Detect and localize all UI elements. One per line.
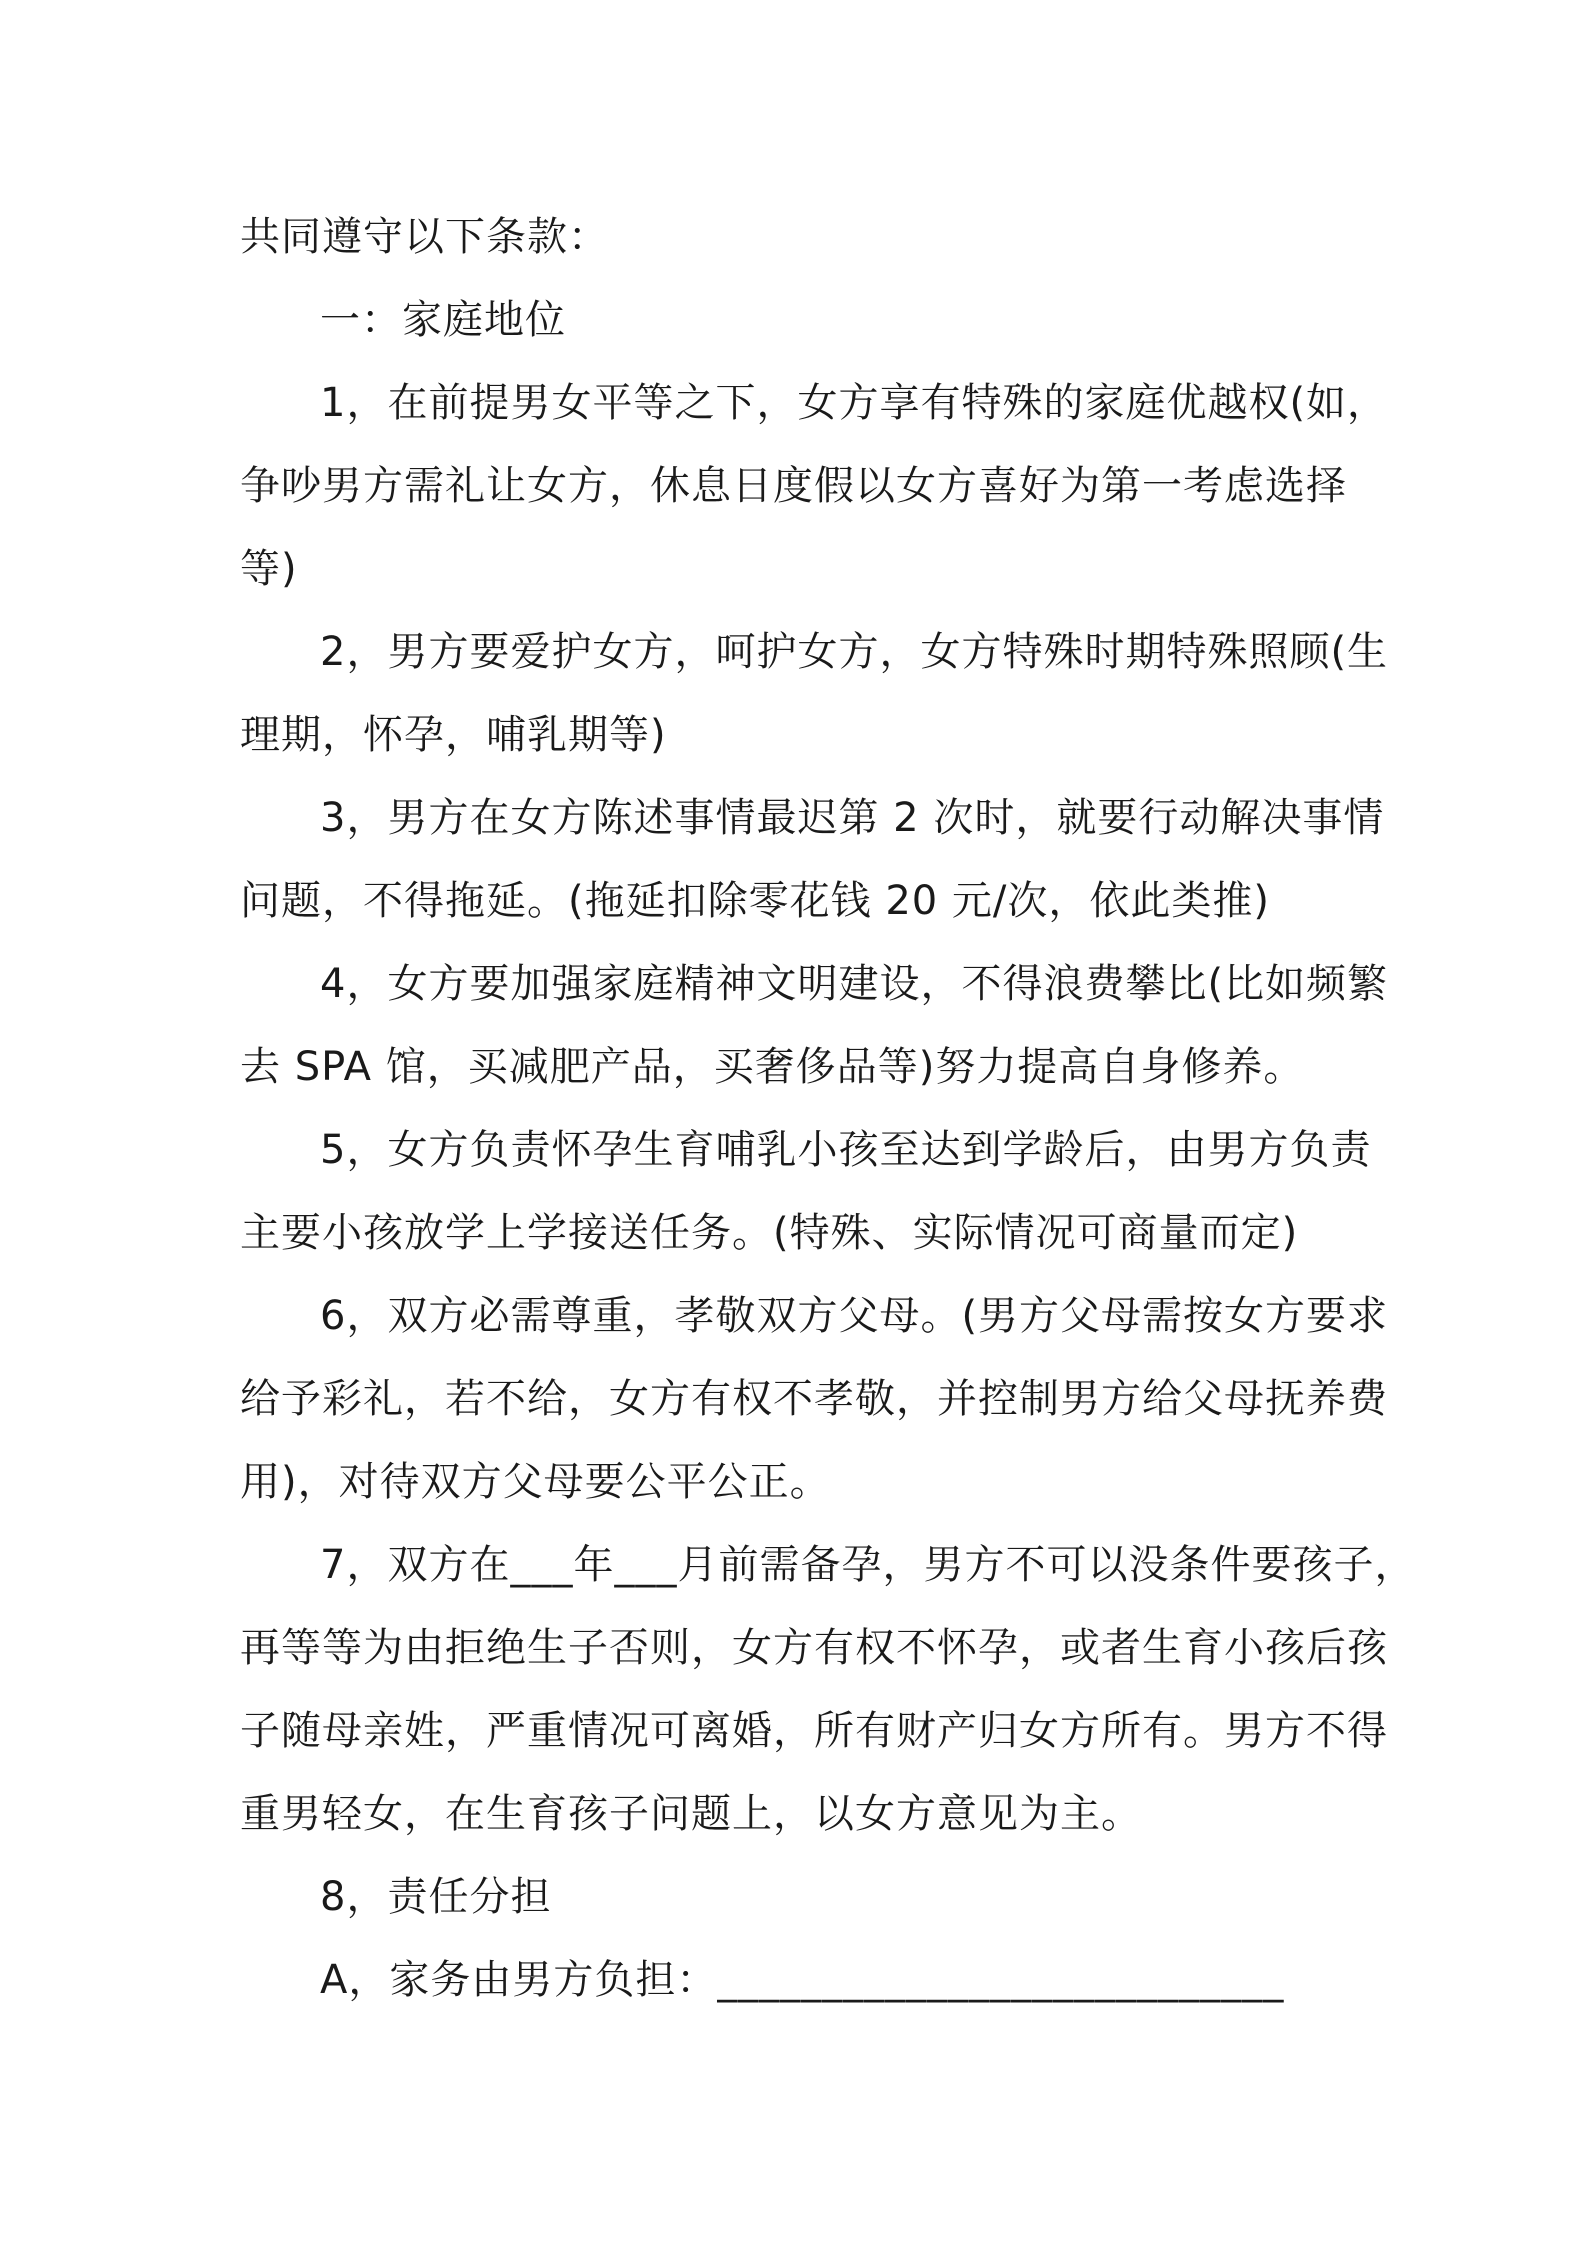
intro-line: 共同遵守以下条款： [240, 214, 609, 260]
clause-line: 子随母亲姓，严重情况可离婚，所有财产归女方所有。男方不得 [240, 1708, 1388, 1754]
clause-line: 再等等为由拒绝生子否则，女方有权不怀孕，或者生育小孩后孩 [240, 1625, 1388, 1671]
clause-line: 用)，对待双方父母要公平公正。 [240, 1459, 831, 1505]
clause-7 [240, 1524, 1416, 1856]
clause-line: 问题，不得拖延。(拖延扣除零花钱 20 元/次，依此类推) [240, 878, 1271, 924]
clause-line: 1，在前提男女平等之下，女方享有特殊的家庭优越权(如， [320, 380, 1389, 426]
clause-line: 3，男方在女方陈述事情最迟第 2 次时，就要行动解决事情 [320, 795, 1385, 841]
clause-line: 8，责任分担 [320, 1874, 552, 1920]
clause-line: 争吵男方需礼让女方，休息日度假以女方喜好为第一考虑选择 [240, 463, 1347, 509]
clause-line: 重男轻女，在生育孩子问题上，以女方意见为主。 [240, 1791, 1142, 1837]
clause-line: 等) [240, 546, 298, 592]
clause-4 [240, 943, 1389, 1109]
clause-line: 7，双方在___年___月前需备孕，男方不可以没条件要孩子， [320, 1542, 1416, 1588]
clause-line: 4，女方要加强家庭精神文明建设，不得浪费攀比(比如频繁 [320, 961, 1389, 1007]
section-title: 一：家庭地位 [320, 297, 566, 343]
clause-line: 5，女方负责怀孕生育哺乳小孩至达到学龄后，由男方负责 [320, 1127, 1372, 1173]
clause-line: 理期，怀孕，哺乳期等) [240, 712, 667, 758]
clause-line: 6，双方必需尊重，孝敬双方父母。(男方父母需按女方要求 [320, 1293, 1389, 1339]
clause-1 [240, 362, 1389, 611]
clause-8 [240, 1856, 1355, 1939]
document-page [240, 196, 1416, 2022]
clause-5 [240, 1109, 1372, 1275]
clause-6 [240, 1275, 1389, 1524]
clause-line: 给予彩礼，若不给，女方有权不孝敬，并控制男方给父母抚养费 [240, 1376, 1388, 1422]
clause-line: 去 SPA 馆，买减肥产品，买奢侈品等)努力提高自身修养。 [240, 1044, 1305, 1090]
clause-8a [240, 1939, 1355, 2022]
clause-2 [240, 611, 1389, 777]
clause-line: A，家务由男方负担：___________________________ [320, 1957, 1285, 2003]
clause-line: 2，男方要爱护女方，呵护女方，女方特殊时期特殊照顾(生 [320, 629, 1389, 675]
clause-3 [240, 777, 1385, 943]
clause-line: 主要小孩放学上学接送任务。(特殊、实际情况可商量而定) [240, 1210, 1299, 1256]
